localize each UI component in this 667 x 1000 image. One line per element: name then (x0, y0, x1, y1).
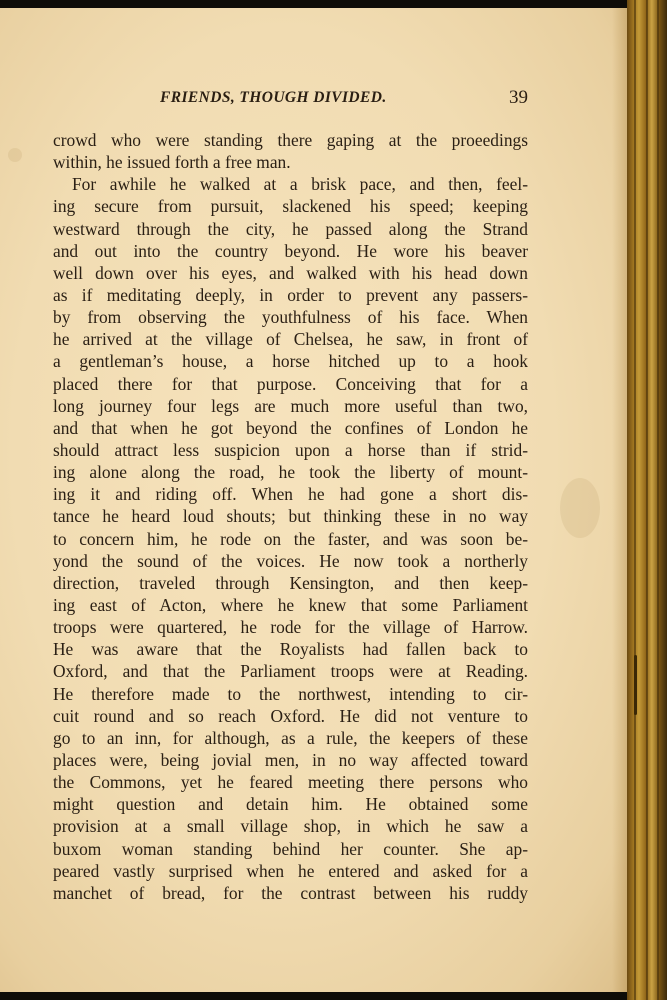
text-line: troops were quartered, he rode for the village of Harrow. (53, 617, 528, 638)
text-line: as if meditating deeply, in order to prevent any passers- (53, 284, 528, 305)
spine-mark (634, 655, 637, 715)
text-line: provision at a small village shop, in which he saw a (53, 816, 528, 837)
text-line: He therefore made to the northwest, intending to cir- (53, 683, 528, 704)
text-line: ing alone along the road, he took the liberty of mount- (53, 462, 528, 483)
body-text (53, 129, 528, 904)
text-line: peared vastly surprised when he entered and asked for a (53, 860, 528, 881)
text-line: might question and detain him. He obtained some (53, 794, 528, 815)
text-line: to concern him, he rode on the faster, and was soon be- (53, 528, 528, 549)
text-line: should attract less suspicion upon a horse than if strid- (53, 439, 528, 460)
text-line: ing east of Acton, where he knew that some Parliament (53, 594, 528, 615)
text-line: the Commons, yet he feared meeting there persons who (53, 772, 528, 793)
chapter-title: FRIENDS, THOUGH DIVIDED. (160, 89, 387, 106)
text-line: direction, traveled through Kensington, and then keep- (53, 572, 528, 593)
book-spine (627, 0, 667, 1000)
text-line: placed there for that purpose. Conceiving that for a (53, 373, 528, 394)
text-line: yond the sound of the voices. He now took a northerly (53, 550, 528, 571)
text-line: and that when he got beyond the confines of London he (53, 417, 528, 438)
paper-stain (8, 148, 22, 162)
spine-stripe (646, 0, 648, 1000)
text-line: he arrived at the village of Chelsea, he saw, in front of (53, 329, 528, 350)
text-line: He was aware that the Royalists had fallen back to (53, 639, 528, 660)
page-number: 39 (509, 87, 528, 108)
text-line: long journey four legs are much more useful than two, (53, 395, 528, 416)
spine-stripe (657, 0, 659, 1000)
text-line: Oxford, and that the Parliament troops were at Reading. (53, 661, 528, 682)
text-line: For awhile he walked at a brisk pace, and then, feel- (72, 174, 528, 195)
text-line: and out into the country beyond. He wore his beaver (53, 240, 528, 261)
text-line: ing it and riding off. When he had gone a short dis- (53, 484, 528, 505)
text-line: tance he heard loud shouts; but thinking these in no way (53, 506, 528, 527)
text-line: within, he issued forth a free man. (53, 152, 291, 173)
text-line: westward through the city, he passed along the Strand (53, 218, 528, 239)
text-line: by from observing the youthfulness of his face. When (53, 307, 528, 328)
book-page (0, 8, 630, 992)
text-line: go to an inn, for although, as a rule, the keepers of these (53, 727, 528, 748)
spine-stripe (634, 0, 636, 1000)
text-line: well down over his eyes, and walked with his head down (53, 262, 528, 283)
paper-stain (560, 478, 600, 538)
text-line: ing secure from pursuit, slackened his speed; keeping (53, 196, 528, 217)
text-line: buxom woman standing behind her counter. She ap- (53, 838, 528, 859)
text-line: cuit round and so reach Oxford. He did not venture to (53, 705, 528, 726)
text-line: crowd who were standing there gaping at the proeedings (53, 130, 528, 150)
text-line: manchet of bread, for the contrast between his ruddy (53, 882, 528, 903)
text-line: a gentleman’s house, a horse hitched up to a hook (53, 351, 528, 372)
text-line: places were, being jovial men, in no way affected toward (53, 749, 528, 770)
running-head (50, 87, 528, 113)
